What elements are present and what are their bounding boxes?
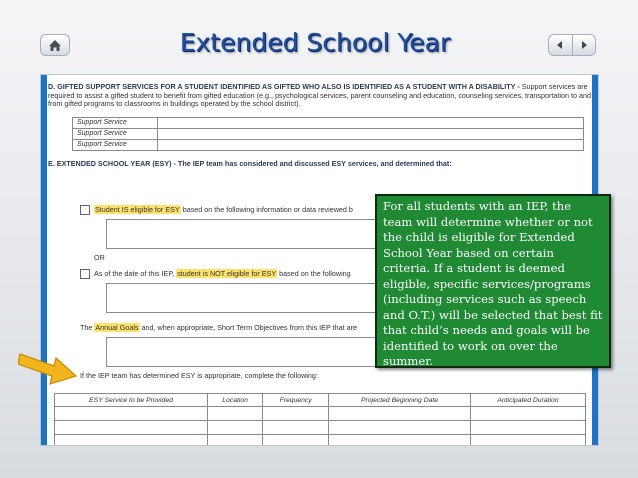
section-d-text (48, 83, 591, 109)
not-eligible-data-box (106, 283, 388, 313)
annual-goals-highlight: Annual Goals (95, 323, 139, 332)
eligible-rest: based on the following information or data reviewed b (180, 205, 353, 214)
triangle-right-icon (579, 40, 589, 50)
column-header: Location (208, 394, 263, 407)
form-left-border (41, 75, 47, 445)
support-service-label: Support Service (73, 117, 158, 128)
annual-prefix: The (80, 323, 95, 332)
support-service-label: Support Service (73, 128, 158, 139)
option-eligible (80, 205, 353, 215)
yellow-arrow-icon (18, 350, 80, 386)
eligible-checkbox[interactable] (80, 205, 90, 215)
section-d-body: Support services are required to assist a gifted student to benefit from gifted education (e.g., psychological services, parent counseling and education, counseling services, transportation to and from gifted programs to classrooms in buildings operated by the school district). (48, 82, 591, 109)
not-eligible-rest: based on the following (277, 269, 351, 278)
table-row (55, 435, 586, 447)
annual-goals-box (106, 337, 388, 367)
annual-rest: and, when appropriate, Short Term Objectives from this IEP that are (139, 323, 358, 332)
triangle-left-icon (555, 40, 565, 50)
column-header: Anticipated Duration (470, 394, 585, 407)
if-esy-line: If the IEP team has determined ESY is appropriate, complete the following: (80, 371, 318, 380)
support-service-field (158, 117, 584, 128)
support-service-table (72, 117, 584, 151)
esy-services-table (54, 393, 586, 446)
home-button[interactable] (40, 34, 70, 56)
column-header: ESY Service to be Provided (55, 394, 208, 407)
support-service-field (158, 128, 584, 139)
annual-goals-line (80, 323, 357, 332)
column-header: Frequency (263, 394, 329, 407)
explanation-callout (375, 194, 611, 368)
table-row (55, 421, 586, 435)
support-service-field (158, 139, 584, 150)
table-header-row (55, 394, 586, 407)
prev-slide-button[interactable] (549, 35, 572, 55)
support-service-label: Support Service (73, 139, 158, 150)
or-label: OR (94, 253, 105, 262)
table-row (55, 407, 586, 421)
eligible-highlight: Student IS eligible for ESY (95, 205, 180, 214)
not-eligible-checkbox[interactable] (80, 269, 90, 279)
home-icon (41, 35, 69, 55)
column-header: Projected Beginning Date (329, 394, 471, 407)
section-e-heading: E. EXTENDED SCHOOL YEAR (ESY) - The IEP team has considered and discussed ESY services, and determined that: (48, 158, 452, 168)
section-d-heading: D. GIFTED SUPPORT SERVICES FOR A STUDENT IDENTIFIED AS GIFTED WHO ALSO IS IDENTIFIED AS A STUDENT WITH A DISABILITY - (48, 82, 520, 91)
not-eligible-highlight: student is NOT eligible for ESY (177, 269, 277, 278)
not-eligible-prefix: As of the date of this IEP, (94, 269, 177, 278)
next-slide-button[interactable] (573, 35, 596, 55)
slide-navigation (548, 34, 596, 56)
slide-title: Extended School Year (179, 28, 451, 57)
table-row (73, 128, 584, 139)
eligible-data-box (106, 219, 388, 249)
option-not-eligible (80, 269, 351, 279)
table-row (73, 117, 584, 128)
table-row (73, 139, 584, 150)
callout-text: For all students with an IEP, the team will determine whether or not the child is eligible for Extended School Year based on certain criteria. If a student is deemed eligible, specific services/programs (including services such as speech and O.T.) will be selected that best fit that child’s needs and goals will be identified to work on over the summer. (383, 199, 603, 368)
